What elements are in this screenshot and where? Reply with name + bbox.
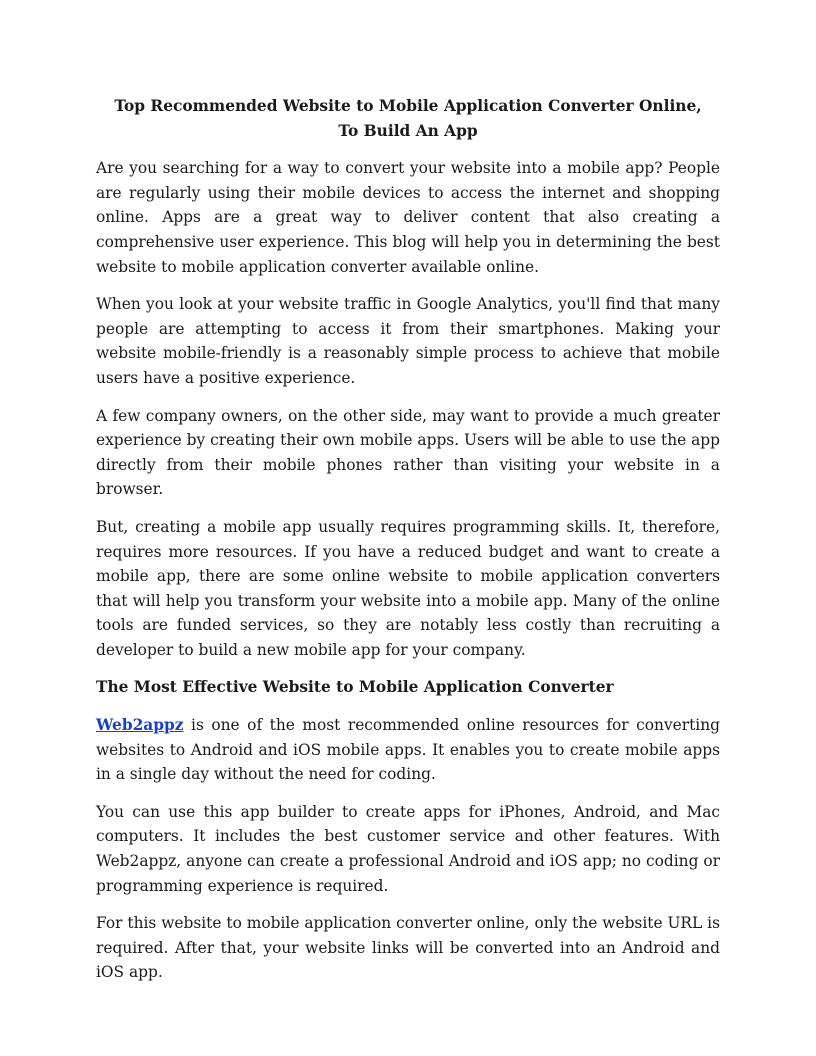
- paragraph-intro-3: A few company owners, on the other side, may want to provide a much greater experience by creating their own mobile apps. Users will be able to use the app directly from their mobile phones rather than visiting your website in a browser.: [96, 406, 720, 499]
- web2appz-link[interactable]: Web2appz: [96, 716, 184, 735]
- paragraph-outro-1: You can use this app builder to create apps for iPhones, Android, and Mac computers. It includes the best customer service and other features. With Web2appz, anyone can create a professional Android and iOS app; no coding or programming experience is required.: [96, 802, 720, 895]
- paragraph-intro-4: But, creating a mobile app usually requires programming skills. It, therefore, requires more resources. If you have a reduced budget and want to create a mobile app, there are some online website to mobile application converters that will help you transform your website into a mobile app. Many of the online tools are funded services, so they are notably less costly than recruiting a developer to build a new mobile app for your company.: [96, 517, 720, 659]
- paragraph-web2appz: [96, 713, 720, 787]
- paragraph-intro-1: Are you searching for a way to convert your website into a mobile app? People are regularly using their mobile devices to access the internet and shopping online. Apps are a great way to deliver content that also creating a comprehensive user experience. This blog will help you in determining the best website to mobile application converter available online.: [96, 159, 720, 276]
- document-page: [96, 94, 720, 998]
- paragraph-outro-2: For this website to mobile application converter online, only the website URL is required. After that, your website links will be converted into an Android and iOS app.: [96, 914, 720, 982]
- section-subheading: The Most Effective Website to Mobile Application Converter: [96, 678, 614, 697]
- document-title: Top Recommended Website to Mobile Application Converter Online, To Build An App: [114, 97, 702, 140]
- paragraph-web2appz-text: is one of the most recommended online resources for converting websites to Android and iOS mobile apps. It enables you to create mobile apps in a single day without the need for coding.: [96, 716, 720, 784]
- paragraph-intro-2: When you look at your website traffic in Google Analytics, you'll find that many people are attempting to access it from their smartphones. Making your website mobile-friendly is a reasonably simple process to achieve that mobile users have a positive experience.: [96, 295, 720, 387]
